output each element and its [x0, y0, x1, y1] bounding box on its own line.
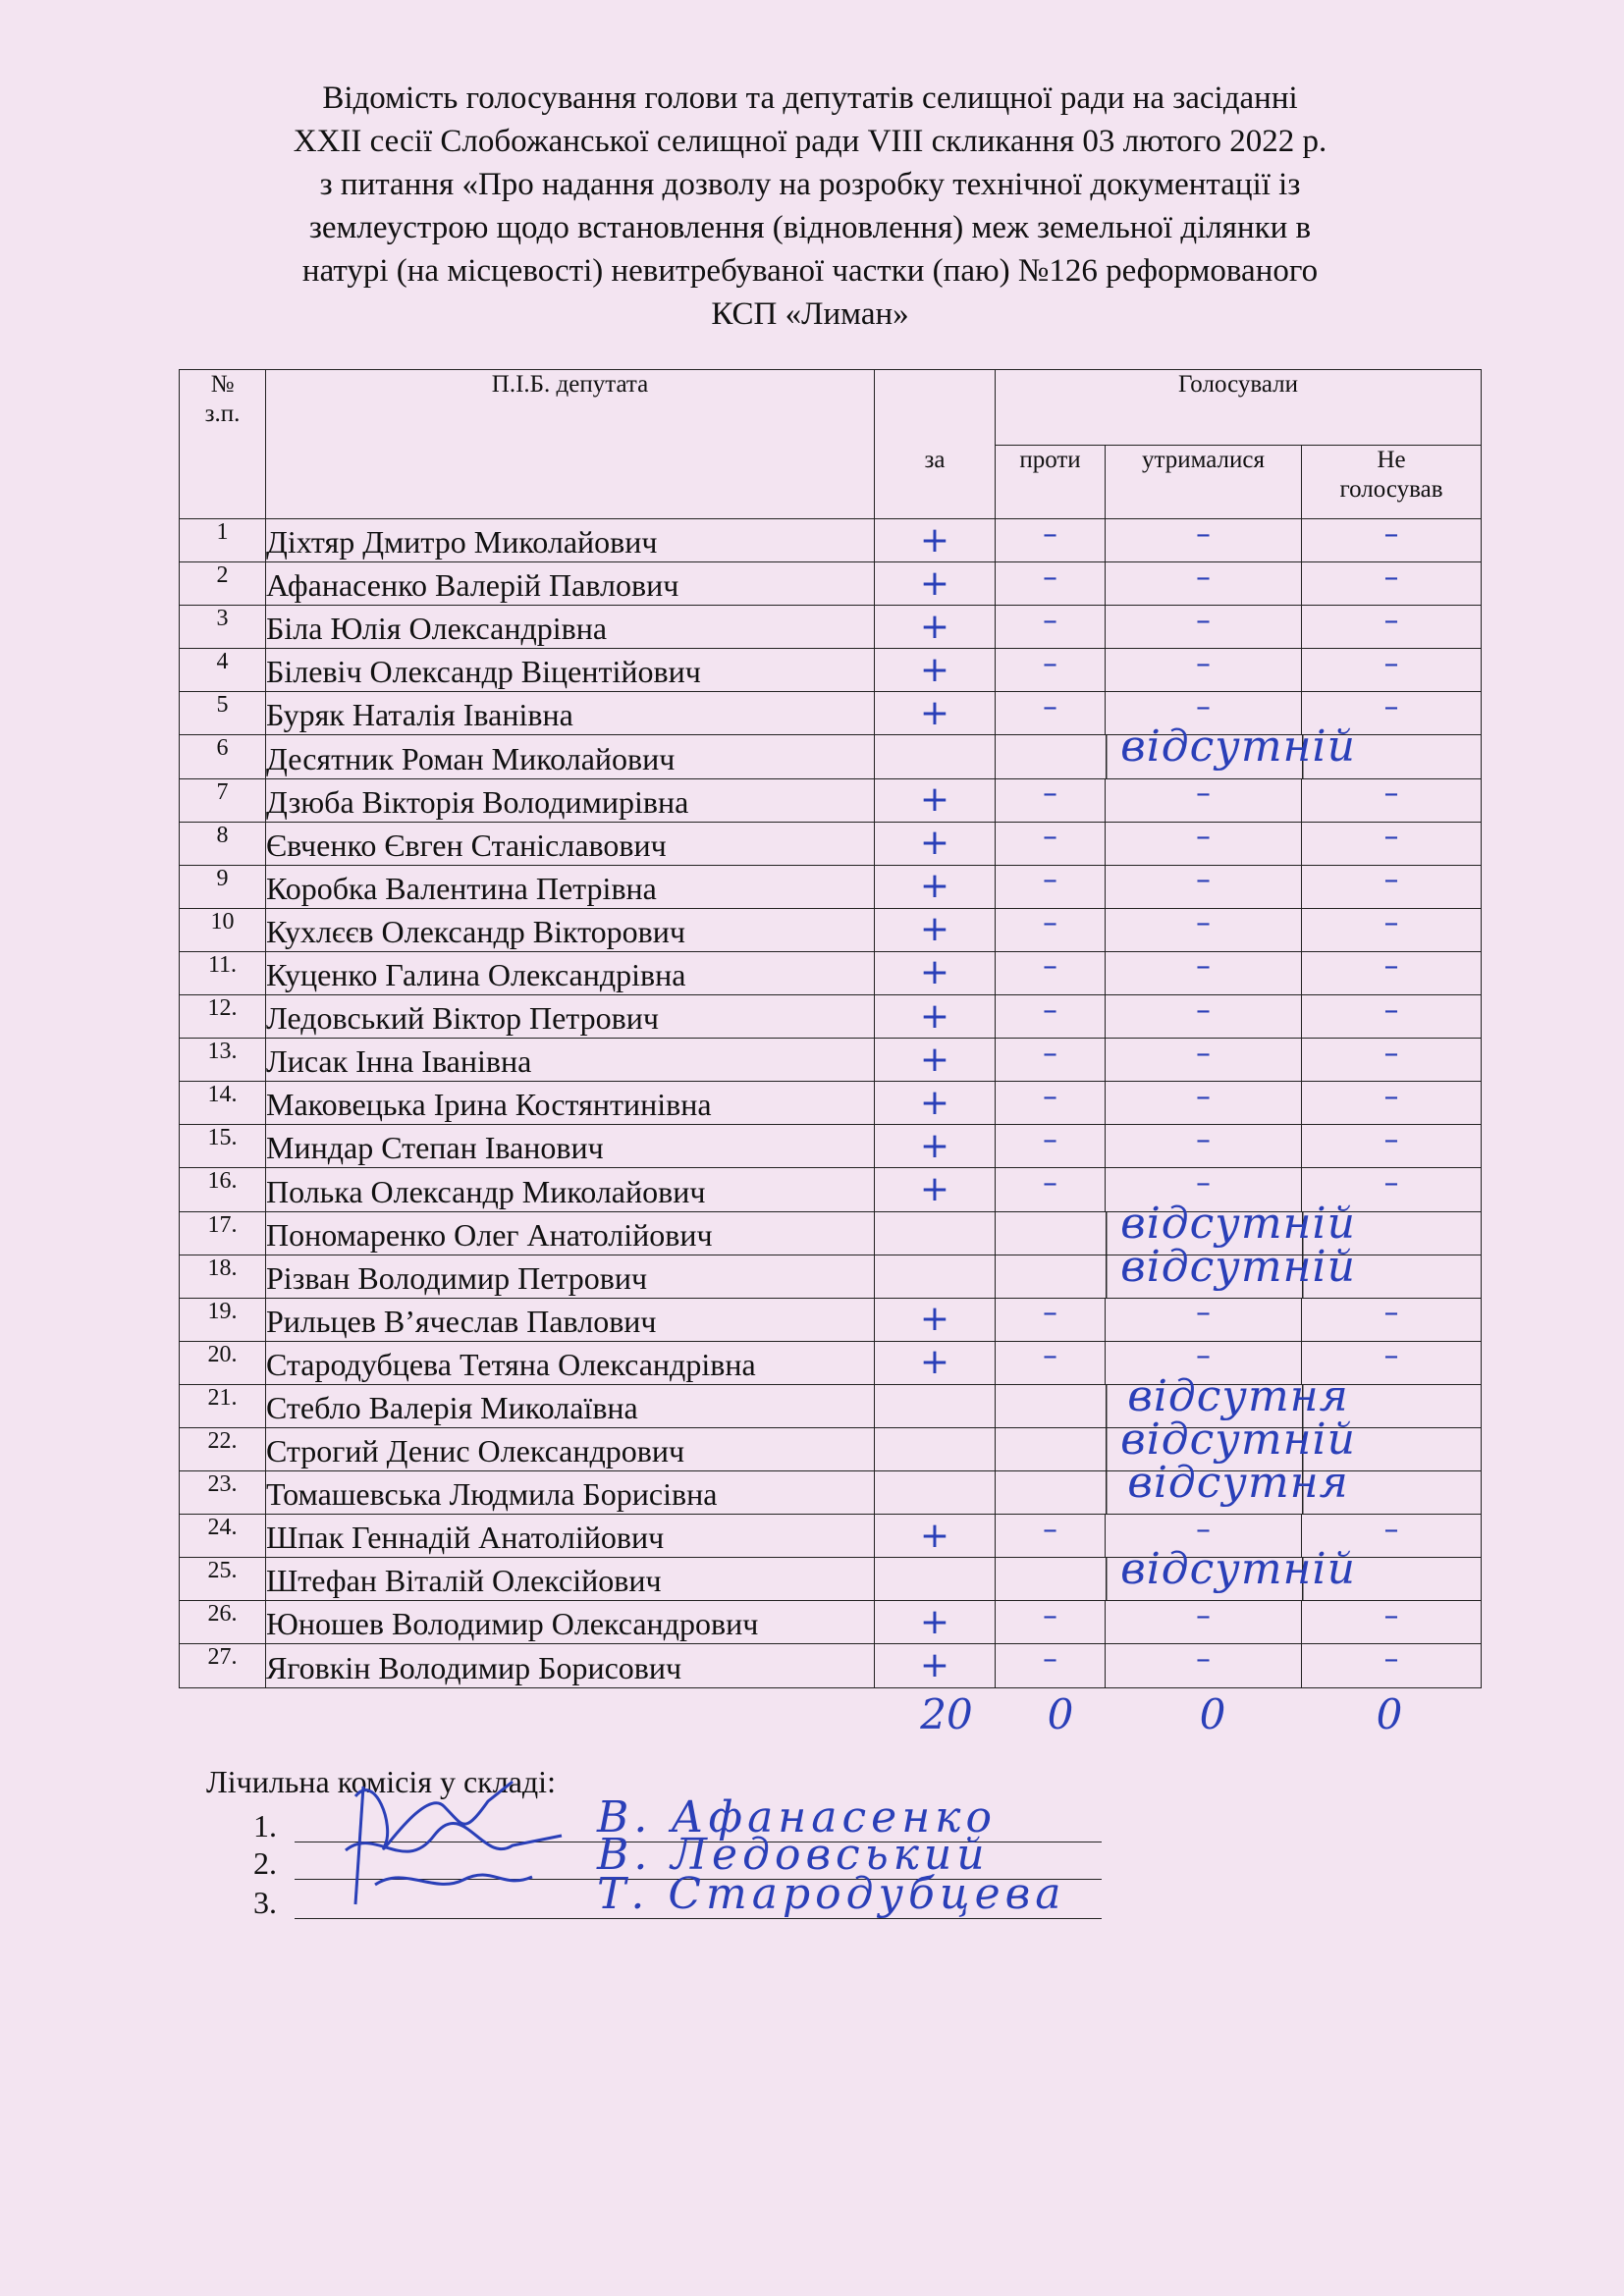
- table-row: [180, 1471, 1482, 1515]
- vote-mark: +: [919, 779, 950, 821]
- vote-ne: [1302, 562, 1482, 606]
- vote-mark: –: [1043, 1296, 1057, 1331]
- absent-cell: [996, 1544, 1482, 1601]
- vote-proty: [996, 951, 1106, 994]
- vote-mark: –: [1196, 776, 1211, 812]
- deputy-name: Кухлєєв Олександр Вікторович: [266, 908, 875, 951]
- vote-za: [875, 562, 996, 606]
- vote-proty: [996, 1079, 1106, 1125]
- vote-mark: –: [1383, 992, 1399, 1028]
- vote-mark: –: [1196, 820, 1211, 855]
- table-row: [180, 951, 1482, 994]
- title-line: XXII сесії Слобожанської селищної ради VIII скликання 03 лютого 2022 р.: [293, 124, 1327, 159]
- vote-mark: –: [1043, 516, 1057, 552]
- deputy-name: Пономаренко Олег Анатолійович: [266, 1211, 875, 1255]
- title-line: натурі (на місцевості) невитребуваної частки (паю) №126 реформованого: [301, 253, 1319, 289]
- total-ne: 0: [1376, 1690, 1403, 1738]
- vote-ne: [1302, 822, 1482, 865]
- vote-za: [875, 519, 996, 562]
- vote-utrym: [1106, 1036, 1302, 1082]
- vote-mark: +: [919, 995, 950, 1037]
- row-number: 12.: [180, 995, 266, 1039]
- absent-note: відсутній: [1120, 1241, 1356, 1292]
- deputy-name: Юношев Володимир Олександрович: [266, 1601, 875, 1644]
- vote-za: [875, 1427, 996, 1470]
- vote-za: [875, 1341, 996, 1384]
- vote-mark: –: [1043, 560, 1057, 595]
- vote-proty: [996, 1641, 1106, 1687]
- vote-utrym: [1106, 778, 1302, 822]
- table-row: [180, 1255, 1482, 1298]
- header-za: за: [875, 446, 996, 519]
- vote-za: [875, 606, 996, 649]
- vote-utrym: [1106, 951, 1302, 994]
- vote-proty: [996, 603, 1106, 649]
- vote-za: [875, 1644, 996, 1687]
- vote-mark: +: [919, 562, 950, 604]
- vote-mark: –: [1196, 646, 1211, 681]
- vote-za: [875, 1471, 996, 1515]
- row-number: 25.: [180, 1558, 266, 1601]
- vote-mark: –: [1043, 1079, 1057, 1114]
- vote-za: [875, 1082, 996, 1125]
- row-number: 24.: [180, 1515, 266, 1558]
- vote-ne: [1302, 908, 1482, 951]
- vote-mark: +: [919, 1299, 950, 1340]
- vote-utrym: [1106, 646, 1302, 692]
- vote-utrym: [1106, 865, 1302, 908]
- title-line: Відомість голосування голови та депутатів селищної ради на засіданні: [322, 80, 1298, 116]
- deputy-name: Десятник Роман Миколайович: [266, 735, 875, 778]
- vote-ne: [1302, 865, 1482, 908]
- vote-mark: –: [1043, 1339, 1057, 1374]
- vote-mark: –: [1196, 1598, 1211, 1633]
- vote-mark: +: [919, 823, 950, 864]
- table-row: [180, 865, 1482, 908]
- vote-mark: –: [1196, 516, 1211, 552]
- deputy-name: Штефан Віталій Олексійович: [266, 1558, 875, 1601]
- deputy-name: Коробка Валентина Петрівна: [266, 865, 875, 908]
- deputy-name: Рильцев В’ячеслав Павлович: [266, 1298, 875, 1341]
- vote-proty: [996, 865, 1106, 908]
- title-line: землеустрою щодо встановлення (відновлення) меж земельної ділянки в: [308, 210, 1312, 245]
- vote-za: [875, 1298, 996, 1341]
- deputy-name: Діхтяр Дмитро Миколайович: [266, 519, 875, 562]
- vote-mark: –: [1043, 1165, 1057, 1201]
- vote-mark: –: [1383, 1079, 1399, 1114]
- vote-proty: [996, 1036, 1106, 1082]
- total-za: 20: [920, 1690, 973, 1738]
- row-number: 8: [180, 822, 266, 865]
- table-row: [180, 908, 1482, 951]
- table-row: [180, 1601, 1482, 1644]
- commission-label: Лічильна комісія у складі:: [206, 1764, 556, 1799]
- row-number: 16.: [180, 1168, 266, 1211]
- vote-mark: –: [1383, 1641, 1399, 1677]
- table-row: [180, 735, 1482, 778]
- member-index: 1.: [253, 1808, 277, 1843]
- vote-utrym: [1106, 1598, 1302, 1644]
- header-number: [180, 370, 266, 519]
- vote-mark: –: [1383, 1296, 1399, 1331]
- vote-mark: –: [1043, 863, 1057, 898]
- vote-mark: –: [1383, 1512, 1399, 1547]
- vote-mark: –: [1196, 560, 1211, 595]
- vote-mark: –: [1196, 689, 1211, 724]
- absent-note: відсутній: [1120, 1414, 1356, 1465]
- deputy-name: Миндар Степан Іванович: [266, 1125, 875, 1168]
- deputy-name: Маковецька Ірина Костянтинівна: [266, 1082, 875, 1125]
- vote-ne: [1302, 603, 1482, 649]
- header-ne: [1302, 446, 1482, 519]
- header-proty: проти: [996, 446, 1106, 519]
- vote-utrym: [1106, 1641, 1302, 1687]
- vote-utrym: [1106, 562, 1302, 606]
- deputy-name: Дзюба Вікторія Володимирівна: [266, 778, 875, 822]
- vote-mark: +: [919, 606, 950, 647]
- vote-ne: [1302, 1598, 1482, 1644]
- table-row: [180, 1082, 1482, 1125]
- vote-utrym: [1106, 908, 1302, 951]
- deputy-name: Строгий Денис Олександрович: [266, 1427, 875, 1470]
- absent-cell: [996, 1458, 1482, 1515]
- row-number: 13.: [180, 1039, 266, 1082]
- vote-mark: –: [1383, 560, 1399, 595]
- vote-ne: [1302, 1122, 1482, 1168]
- vote-proty: [996, 516, 1106, 562]
- deputy-name: Томашевська Людмила Борисівна: [266, 1471, 875, 1515]
- vote-mark: +: [919, 909, 950, 950]
- vote-mark: –: [1196, 863, 1211, 898]
- vote-za: [875, 1255, 996, 1298]
- row-number: 11.: [180, 951, 266, 994]
- vote-mark: –: [1383, 1598, 1399, 1633]
- table-row: [180, 1039, 1482, 1082]
- deputy-name: Євченко Євген Станіславович: [266, 822, 875, 865]
- table-row: [180, 562, 1482, 606]
- absent-note: відсутня: [1127, 1458, 1349, 1509]
- row-number: 2: [180, 562, 266, 606]
- vote-mark: +: [919, 1082, 950, 1123]
- row-number: 4: [180, 649, 266, 692]
- vote-mark: –: [1043, 1036, 1057, 1071]
- vote-mark: +: [919, 519, 950, 561]
- vote-mark: –: [1196, 603, 1211, 638]
- vote-proty: [996, 646, 1106, 692]
- vote-za: [875, 951, 996, 994]
- vote-mark: –: [1043, 949, 1057, 985]
- vote-mark: –: [1043, 1598, 1057, 1633]
- vote-mark: –: [1196, 1122, 1211, 1157]
- row-number: 15.: [180, 1125, 266, 1168]
- vote-proty: [996, 822, 1106, 865]
- deputy-name: Яговкін Володимир Борисович: [266, 1644, 875, 1687]
- header-empty: [875, 370, 996, 446]
- vote-mark: –: [1196, 906, 1211, 941]
- vote-mark: –: [1383, 646, 1399, 681]
- absent-note: відсутній: [1120, 721, 1356, 773]
- vote-mark: +: [919, 1125, 950, 1166]
- vote-proty: [996, 562, 1106, 606]
- row-number: 23.: [180, 1471, 266, 1515]
- vote-mark: –: [1383, 820, 1399, 855]
- row-number: 20.: [180, 1341, 266, 1384]
- vote-proty: [996, 1122, 1106, 1168]
- vote-utrym: [1106, 1298, 1302, 1341]
- table-row: [180, 1644, 1482, 1687]
- vote-utrym: [1106, 822, 1302, 865]
- vote-mark: –: [1196, 1339, 1211, 1374]
- document-title: [167, 77, 1453, 336]
- deputy-name: Стародубцева Тетяна Олександрівна: [266, 1341, 875, 1384]
- row-number: 7: [180, 778, 266, 822]
- vote-ne: [1302, 516, 1482, 562]
- vote-mark: –: [1196, 1641, 1211, 1677]
- vote-mark: –: [1043, 992, 1057, 1028]
- vote-mark: +: [919, 1342, 950, 1383]
- vote-mark: –: [1043, 689, 1057, 724]
- vote-za: [875, 1168, 996, 1211]
- vote-mark: –: [1383, 1165, 1399, 1201]
- vote-ne: [1302, 646, 1482, 692]
- deputy-name: Біла Юлія Олександрівна: [266, 606, 875, 649]
- member-index: 2.: [253, 1845, 277, 1881]
- vote-utrym: [1106, 1122, 1302, 1168]
- total-utrym: 0: [1199, 1690, 1226, 1738]
- vote-mark: –: [1383, 1339, 1399, 1374]
- vote-proty: [996, 992, 1106, 1039]
- vote-mark: –: [1383, 689, 1399, 724]
- vote-ne: [1302, 1036, 1482, 1082]
- row-number: 3: [180, 606, 266, 649]
- vote-ne: [1302, 992, 1482, 1039]
- vote-ne: [1302, 1641, 1482, 1687]
- deputy-name: Шпак Геннадій Анатолійович: [266, 1515, 875, 1558]
- table-row: [180, 1298, 1482, 1341]
- total-proty: 0: [1047, 1690, 1074, 1738]
- vote-za: [875, 1125, 996, 1168]
- row-number: 21.: [180, 1384, 266, 1427]
- member-signature-name: В. Ледовський: [597, 1830, 990, 1880]
- vote-mark: –: [1383, 516, 1399, 552]
- vote-mark: +: [919, 1515, 950, 1556]
- vote-mark: –: [1383, 1036, 1399, 1071]
- row-number: 18.: [180, 1255, 266, 1298]
- vote-mark: +: [919, 1601, 950, 1642]
- vote-za: [875, 1384, 996, 1427]
- absent-note: відсутня: [1127, 1370, 1349, 1421]
- vote-utrym: [1106, 992, 1302, 1039]
- row-number: 5: [180, 692, 266, 735]
- vote-mark: –: [1043, 820, 1057, 855]
- vote-mark: –: [1196, 1079, 1211, 1114]
- deputy-name: Стебло Валерія Миколаївна: [266, 1384, 875, 1427]
- deputy-name: Ледовський Віктор Петрович: [266, 995, 875, 1039]
- vote-mark: –: [1383, 906, 1399, 941]
- vote-za: [875, 822, 996, 865]
- vote-za: [875, 1601, 996, 1644]
- vote-proty: [996, 1598, 1106, 1644]
- vote-mark: –: [1196, 949, 1211, 985]
- row-number: 10: [180, 908, 266, 951]
- table-row: [180, 1558, 1482, 1601]
- table-row: [180, 1125, 1482, 1168]
- votes-table: [179, 369, 1482, 1688]
- handwritten-signatures: [316, 1767, 611, 1914]
- vote-mark: –: [1383, 603, 1399, 638]
- vote-mark: –: [1383, 863, 1399, 898]
- deputy-name: Куценко Галина Олександрівна: [266, 951, 875, 994]
- vote-za: [875, 865, 996, 908]
- vote-za: [875, 1558, 996, 1601]
- vote-proty: [996, 1298, 1106, 1341]
- deputy-name: Афанасенко Валерій Павлович: [266, 562, 875, 606]
- title-line: з питання «Про надання дозволу на розробку технічної документації із: [319, 167, 1301, 202]
- vote-za: [875, 735, 996, 778]
- member-signature-name: В. Афанасенко: [597, 1792, 997, 1842]
- vote-mark: +: [919, 692, 950, 733]
- vote-mark: –: [1043, 1512, 1057, 1547]
- vote-mark: –: [1043, 603, 1057, 638]
- vote-mark: –: [1383, 776, 1399, 812]
- vote-mark: –: [1043, 906, 1057, 941]
- table-row: [180, 995, 1482, 1039]
- member-signature-name: Т. Стародубцева: [597, 1869, 1066, 1919]
- row-number: 6: [180, 735, 266, 778]
- table-row: [180, 778, 1482, 822]
- table-row: [180, 649, 1482, 692]
- vote-mark: +: [919, 1039, 950, 1080]
- header-ne-label: Не голосував: [1339, 447, 1443, 503]
- vote-mark: +: [919, 952, 950, 993]
- row-number: 14.: [180, 1082, 266, 1125]
- header-number-label: № з.п.: [204, 371, 241, 427]
- table-row: [180, 519, 1482, 562]
- vote-mark: –: [1196, 1296, 1211, 1331]
- vote-mark: –: [1196, 1512, 1211, 1547]
- deputy-name: Буряк Наталія Іванівна: [266, 692, 875, 735]
- vote-ne: [1302, 778, 1482, 822]
- vote-za: [875, 649, 996, 692]
- header-name: П.І.Б. депутата: [266, 370, 875, 519]
- vote-za: [875, 908, 996, 951]
- deputy-name: Білевіч Олександр Віцентійович: [266, 649, 875, 692]
- deputy-name: Полька Олександр Миколайович: [266, 1168, 875, 1211]
- row-number: 26.: [180, 1601, 266, 1644]
- member-index: 3.: [253, 1885, 277, 1920]
- absent-cell: [996, 1241, 1482, 1298]
- vote-mark: –: [1043, 776, 1057, 812]
- vote-ne: [1302, 1298, 1482, 1341]
- title-line: КСП «Лиман»: [711, 296, 909, 332]
- vote-za: [875, 1211, 996, 1255]
- vote-mark: +: [919, 866, 950, 907]
- absent-cell: [996, 721, 1482, 778]
- vote-mark: –: [1196, 992, 1211, 1028]
- vote-mark: –: [1043, 1641, 1057, 1677]
- row-number: 22.: [180, 1427, 266, 1470]
- vote-utrym: [1106, 516, 1302, 562]
- row-number: 9: [180, 865, 266, 908]
- vote-mark: –: [1196, 1165, 1211, 1201]
- header-voted: Голосували: [996, 370, 1482, 446]
- absent-note: відсутній: [1120, 1198, 1356, 1249]
- vote-mark: –: [1383, 949, 1399, 985]
- deputy-name: Різван Володимир Петрович: [266, 1255, 875, 1298]
- vote-ne: [1302, 951, 1482, 994]
- row-number: 19.: [180, 1298, 266, 1341]
- vote-ne: [1302, 1079, 1482, 1125]
- vote-za: [875, 778, 996, 822]
- header-utrym: утрималися: [1106, 446, 1302, 519]
- vote-proty: [996, 778, 1106, 822]
- absent-note: відсутній: [1120, 1544, 1356, 1595]
- vote-mark: +: [919, 1168, 950, 1209]
- vote-za: [875, 1515, 996, 1558]
- vote-mark: –: [1196, 1036, 1211, 1071]
- vote-za: [875, 1039, 996, 1082]
- vote-za: [875, 692, 996, 735]
- row-number: 27.: [180, 1644, 266, 1687]
- row-number: 1: [180, 519, 266, 562]
- vote-za: [875, 995, 996, 1039]
- vote-utrym: [1106, 1079, 1302, 1125]
- vote-utrym: [1106, 603, 1302, 649]
- table-row: [180, 822, 1482, 865]
- vote-mark: +: [919, 649, 950, 690]
- row-number: 17.: [180, 1211, 266, 1255]
- vote-mark: –: [1043, 646, 1057, 681]
- vote-mark: –: [1383, 1122, 1399, 1157]
- vote-mark: +: [919, 1644, 950, 1685]
- vote-proty: [996, 908, 1106, 951]
- deputy-name: Лисак Інна Іванівна: [266, 1039, 875, 1082]
- table-row: [180, 606, 1482, 649]
- vote-mark: –: [1043, 1122, 1057, 1157]
